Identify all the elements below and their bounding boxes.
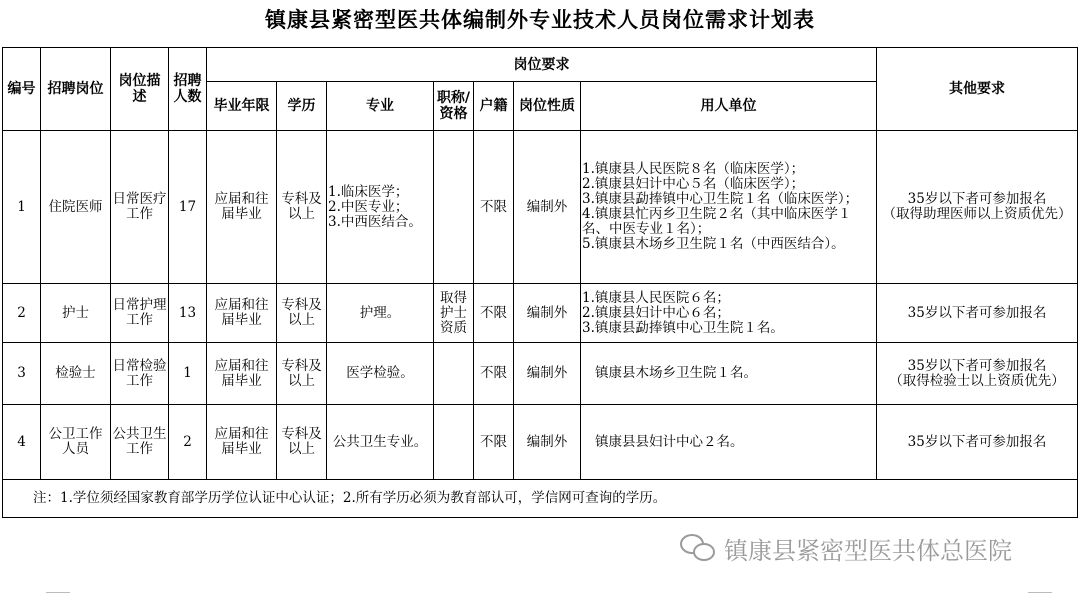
divider xyxy=(1028,592,1052,593)
cell-edu: 专科及以上 xyxy=(277,284,327,343)
cell-title-qual xyxy=(434,131,474,284)
cell-count: 17 xyxy=(169,131,207,284)
list-item: 1.临床医学； xyxy=(328,183,409,200)
cell-no: 4 xyxy=(3,405,41,480)
watermark xyxy=(678,528,1012,568)
cell-hukou: 不限 xyxy=(474,343,514,405)
header-major: 专业 xyxy=(327,82,434,131)
note-row xyxy=(3,480,1078,518)
header-unit: 用人单位 xyxy=(581,82,877,131)
wechat-icon xyxy=(678,532,718,564)
cell-position: 检验士 xyxy=(41,343,111,405)
cell-desc: 日常医疗工作 xyxy=(111,131,169,284)
cell-unit: 镇康县县妇计中心２名。 xyxy=(581,405,877,480)
other-line: 35岁以下者可参加报名 xyxy=(907,191,1047,207)
cell-title-qual: 取得护士资质 xyxy=(434,284,474,343)
cell-edu: 专科及以上 xyxy=(277,131,327,284)
list-item: 5.镇康县木场乡卫生院１名（中西医结合）。 xyxy=(582,236,845,252)
table-row xyxy=(3,343,1078,405)
cell-other xyxy=(877,131,1078,284)
cell-title-qual xyxy=(434,405,474,480)
list-item: 4.镇康县忙丙乡卫生院２名（其中临床医学１名、中医专业１名）； xyxy=(582,206,852,237)
table-row xyxy=(3,131,1078,284)
cell-count: 2 xyxy=(169,405,207,480)
other-line: 35岁以下者可参加报名 xyxy=(907,357,1047,374)
header-edu: 学历 xyxy=(277,82,327,131)
cell-nature: 编制外 xyxy=(514,343,581,405)
cell-position: 住院医师 xyxy=(41,131,111,284)
cell-unit xyxy=(581,131,877,284)
cell-major: 公共卫生专业。 xyxy=(327,405,434,480)
cell-major: 护理。 xyxy=(327,284,434,343)
recruitment-table xyxy=(2,47,1078,518)
header-requirements: 岗位要求 xyxy=(207,48,877,82)
cell-other xyxy=(877,343,1078,405)
table-note: 注：1.学位须经国家教育部学历学位认证中心认证；2.所有学历必须为教育部认可，学信网可查询的学历。 xyxy=(3,480,1078,518)
cell-grad: 应届和往届毕业 xyxy=(207,284,277,343)
cell-desc: 日常护理工作 xyxy=(111,284,169,343)
cell-grad: 应届和往届毕业 xyxy=(207,131,277,284)
other-line: （取得助理医师以上资质优先） xyxy=(882,206,1072,222)
header-grad: 毕业年限 xyxy=(207,82,277,131)
divider xyxy=(46,592,70,593)
cell-desc: 公共卫生工作 xyxy=(111,405,169,480)
other-line: （取得检验士以上资质优先） xyxy=(889,372,1065,389)
list-item: 2.中医专业； xyxy=(328,198,409,215)
header-hukou: 户籍 xyxy=(474,82,514,131)
list-item: 1.镇康县人民医院６名； xyxy=(582,289,730,306)
cell-count: 1 xyxy=(169,343,207,405)
watermark-text: 镇康县紧密型医共体总医院 xyxy=(724,536,1012,565)
cell-no: 3 xyxy=(3,343,41,405)
header-nature: 岗位性质 xyxy=(514,82,581,131)
cell-count: 13 xyxy=(169,284,207,343)
cell-grad: 应届和往届毕业 xyxy=(207,343,277,405)
list-item: 1.镇康县人民医院８名（临床医学）； xyxy=(582,161,805,177)
header-other: 其他要求 xyxy=(877,48,1078,131)
list-item: 3.中西医结合。 xyxy=(328,213,422,230)
cell-position: 护士 xyxy=(41,284,111,343)
cell-desc: 日常检验工作 xyxy=(111,343,169,405)
cell-edu: 专科及以上 xyxy=(277,343,327,405)
cell-grad: 应届和往届毕业 xyxy=(207,405,277,480)
list-item: 3.镇康县勐捧镇中心卫生院１名（临床医学）； xyxy=(582,191,859,207)
cell-nature: 编制外 xyxy=(514,131,581,284)
list-item: 2.镇康县妇计中心５名（临床医学）； xyxy=(582,176,805,192)
header-no: 编号 xyxy=(3,48,41,131)
header-desc: 岗位描述 xyxy=(111,48,169,131)
header-count: 招聘人数 xyxy=(169,48,207,131)
header-position: 招聘岗位 xyxy=(41,48,111,131)
cell-no: 2 xyxy=(3,284,41,343)
cell-unit: 镇康县木场乡卫生院１名。 xyxy=(581,343,877,405)
cell-no: 1 xyxy=(3,131,41,284)
cell-position: 公卫工作人员 xyxy=(41,405,111,480)
cell-major: 医学检验。 xyxy=(327,343,434,405)
cell-other: 35岁以下者可参加报名 xyxy=(877,405,1078,480)
table-row xyxy=(3,284,1078,343)
cell-other: 35岁以下者可参加报名 xyxy=(877,284,1078,343)
cell-hukou: 不限 xyxy=(474,284,514,343)
cell-nature: 编制外 xyxy=(514,284,581,343)
cell-edu: 专科及以上 xyxy=(277,405,327,480)
cell-title-qual xyxy=(434,343,474,405)
cell-hukou: 不限 xyxy=(474,131,514,284)
table-row xyxy=(3,405,1078,480)
header-title-qual: 职称/资格 xyxy=(434,82,474,131)
cell-nature: 编制外 xyxy=(514,405,581,480)
cell-major xyxy=(327,131,434,284)
list-item: 2.镇康县妇计中心６名； xyxy=(582,304,730,321)
cell-unit xyxy=(581,284,877,343)
page-title: 镇康县紧密型医共体编制外专业技术人员岗位需求计划表 xyxy=(265,7,815,32)
cell-hukou: 不限 xyxy=(474,405,514,480)
list-item: 3.镇康县勐捧镇中心卫生院１名。 xyxy=(582,319,784,336)
